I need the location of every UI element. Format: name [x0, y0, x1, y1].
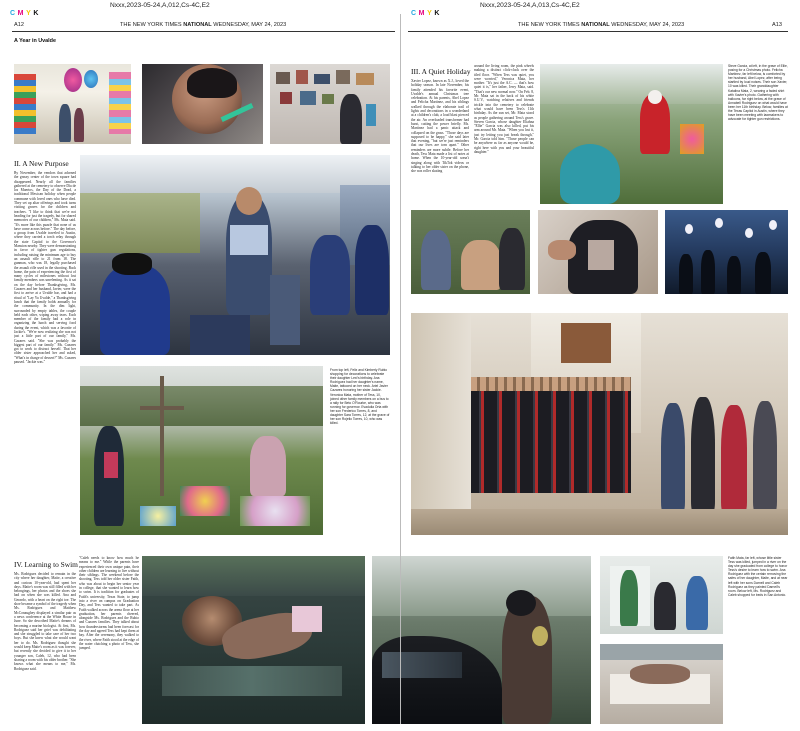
cmyk-m: M [418, 10, 428, 17]
cmyk-marks-right [411, 2, 442, 20]
folio-paper-name: THE NEW YORK TIMES [518, 22, 580, 28]
cmyk-k: K [434, 10, 443, 17]
folio-rule-right [408, 31, 788, 32]
photo-river-swim [142, 556, 365, 724]
section-body-3b: around the living room, the pink wheels making a distinct click-clack over the tiled floor. "When Tess was quiet, you were worried," Veronica Mata, her mother. "It's just the A.C. — that's how quiet it is," her father, Jerry Mata, said. "That's our new normal now." On Feb. 8, Mr. Mata sat in the back of his white S.U.V., watching relatives and friends trickle into the cemetery to celebrate what would have been Tess's 11th birthday. As the sun set, Mr. Mata stood as people gathering around Tess's grave. Steven Garcia, whose daughter Eliahna "Ellie" Garcia was also killed, put his arm around Mr. Mata. "When you lost it, just try letting you just break through," Mr. Garcia told him. "Those people can be anywhere as far as anyone would be, right here with you and your beautiful daughter." [474, 64, 534, 154]
cmyk-marks-left [10, 2, 41, 20]
photo-texas-capitol [411, 313, 788, 535]
folio-rule-left [12, 31, 395, 32]
photo-santa-grave [540, 64, 723, 204]
cmyk-m: M [17, 10, 27, 17]
section-heading-3: III. A Quiet Holiday [411, 67, 471, 76]
photo-cemetery-visit [80, 366, 323, 535]
folio-left [120, 22, 286, 29]
section-heading-4: IV. Learning to Swim [14, 560, 78, 569]
section-body-4b: "Caleb needs to know how much he means to me." While the parents have experienced their own unique pain, their other children are learning to live without their siblings. The weekend before the shooting, Tess told her older sister Faith, who was about to begin her senior year in college, that she wanted to learn how to swim. It is tradition for graduates of Faith's university, Texas State, to jump into a river on campus on Graduation Day, and Tess wanted to take part. As Faith walked across the arena floor at her graduation, her parents cheered, alongside Ms. Rodriguez and the Rubio and Cazares families. They talked about how thunderstorms had been forecast for the day and agreed Tess had kept them at bay. After the ceremony, they walked to the river, where Faith stood at the edge of the water clutching a photo of Tess, she jumped. [79, 556, 139, 651]
photo-lopez-family [411, 210, 530, 294]
photo-balloons-night [665, 210, 788, 294]
cmyk-c: C [10, 10, 18, 17]
page-number-left: A12 [14, 22, 24, 28]
photo-tattoo [142, 64, 263, 144]
page-gutter [400, 14, 401, 724]
folio-right [518, 22, 684, 29]
photo-memorial-wall [270, 64, 390, 144]
folio-date: WEDNESDAY, MAY 24, 2023 [611, 22, 685, 28]
cmyk-y: Y [26, 10, 34, 17]
photo-painting-room [600, 556, 723, 634]
photo-bus-rally [80, 155, 390, 355]
registration-code-right: Nxxx,2023-05-24,A,013,Cs-4C,E2 [480, 2, 580, 9]
photo-bed-shopping [600, 644, 723, 724]
section-slug: A Year in Uvalde [14, 38, 56, 44]
registration-code-left: Nxxx,2023-05-24,A,012,Cs-4C,E2 [110, 2, 210, 9]
cmyk-c: C [411, 10, 419, 17]
photo-party-store [14, 64, 131, 144]
cmyk-y: Y [427, 10, 435, 17]
folio-date: WEDNESDAY, MAY 24, 2023 [213, 22, 287, 28]
section-body-4a: Ms. Rodriguez decided to remain in the city where her daughter, Maite, a creative and curious 10-year-old, had spent her days. Maite's room was still filled with her belongings, her photos and the shoes she had on when she was killed. Ana and Gerardo, with a heart on the right toe. The shoe became a symbol of the tragedy when Ms. Rodriguez and Matthew McConaughey displayed a similar pair as a news conference at the White House in June. So she described Maite's dreams of becoming a marine biologist. At first, Ms. Rodriguez said her grief was debilitating and she struggled to take care of her two boys. But she knew what she would want her to do. Ms. Rodriguez thought she would keep Maite's room as it was forever, but recently she decided to give it to her younger son, Caleb, 12, who had been sharing a room with his older brother. "She knows what she means to me," Ms. Rodriguez said. [14, 572, 76, 671]
folio-paper-name: THE NEW YORK TIMES [120, 22, 182, 28]
section-body-2: By November, the vendors that adorned the grassy center of the town square had disappeared. Nearly all the families gathered at the cemetery to observe Día de los Muertos, the Day of the Dead, a traditional Mexican holiday when people commune with loved ones who have died. They set up altar offerings and took turns visiting graves for the children and teachers. "I like to think that we're not heading for just the tragedy, but for shared memories of our children," Ms. Mata said. "It's more like this puzzle that none of us have come across before." The day before, a group from Uvalde traveled to Austin, where they carried a torch relay through the state Capitol to the Governor's Mansion nearby. They were demonstrating in favor of tighter gun regulations, including raising the minimum age to buy an assault rifle to 21 from 18. The gunman, who was 18, legally purchased the assault rifle used in the shooting. Back home, the pain of experiencing the first of many cycles of milestones without lost family members was unrelenting. As it sat on the day before Thanksgiving, Ms. Cazares and her husband, Javier, were the first to arrive at a Uvalde bar, and had a ritual of "Lay Ya Uvalde," a Thanksgiving lunch that the family holds annually for the community. In the dim light, surrounded by empty tables, the couple held each other, wiping away tears. Each member of the family had a role in organizing the lunch and serving food during the event, which was a favorite of Jackie's. "We're now realizing she was not just a little part of our family," Ms. Cazares said. "She was probably the biggest part of our family." Ms. Cazares got to work to distract herself. That her older sister approached her and asked, "What's in charge of dessert?" Ms. Cazares paused. "Jackie was." [14, 171, 76, 365]
folio-section: NATIONAL [581, 22, 610, 28]
cmyk-k: K [33, 10, 42, 17]
folio-section: NATIONAL [183, 22, 212, 28]
page-number-right: A13 [772, 22, 782, 28]
section-body-3a: Xavier Lopez, known as X.J., loved the holiday season. In late November, his family attended his favorite event, Uvalde's annual Christmas tree celebration. At his parents, Abel Lopez and Felicha Martinez, and his siblings walked through the elaborate trail of lights and decorations in a wonderland at a children's club, a loud blast pierced the air. An overloaded transformer had burst, cutting the power briefly. Ms. Martinez had a panic attack and collapsed on the grass. "Those days are supposed to be happy," she said later that evening, "but we're just reminders that our lives are torn apart." Other reminders are more subtle. Before her death, Tess Mata made a list of notes at home. When the 10-year-old wasn't singing along with TikTok videos or talking to her older sister on the phone, she was roller skating [411, 79, 469, 174]
caption-right-top: Steve Garcia, at left, in the grave of Ellie, posing for a Christmas photo. Felicha Martinez, far left below, is comforted by her husband, Abel Lopez, after being startled by loud noises. Their son Xavier, 10 was killed. Their granddaughter Katalina Mata, 2, wearing a faded shirt with Xavier's photo. Gathering with balloons, far right below, at the grave of Annabell Rodriguez on what would have been her 11th birthday. Below, families at the Texas Capitol in Austin, where they have been meeting with lawmakers to advocate for tighter gun restrictions. [728, 64, 788, 122]
photo-child-shirt [538, 210, 658, 294]
section-heading-2: II. A New Purpose [14, 159, 69, 168]
caption-mid-left: From top left, Felix and Kimberly Rubio shopping for decorations to celebrate their daughter Lexi's birthday. Ana Rodríguez had her daughter's name, Maite, tattooed on her neck. Ariel Javier Cazares honoring her sister Jackie. Veronica Mata, mother of Tess, 10, joined other family members on a bus to a rally for Beto O'Rourke, who was running for governor. Evadulia Orta with her son Frederico Torres, 8, and daughter Sara Torres, 12, at the grave of her son Rojelio Torres, 10, who was killed. [330, 368, 390, 426]
photo-river-jump [372, 556, 591, 724]
caption-right-bottom: Faith Mata, far left, whose little sister Tess was killed, jumped in a river on the day she graduated from college to honor Tess's desire to learn how to swim. Ana Rodriguez with the certain removing the safes of her daughter, Maite, and at near left with her sons Darnell and Caleb Rodriguez as they painted Darnell's room. Below left, Ms. Rodriguez and Caleb shopped for beds in San Antonio. [728, 556, 788, 597]
